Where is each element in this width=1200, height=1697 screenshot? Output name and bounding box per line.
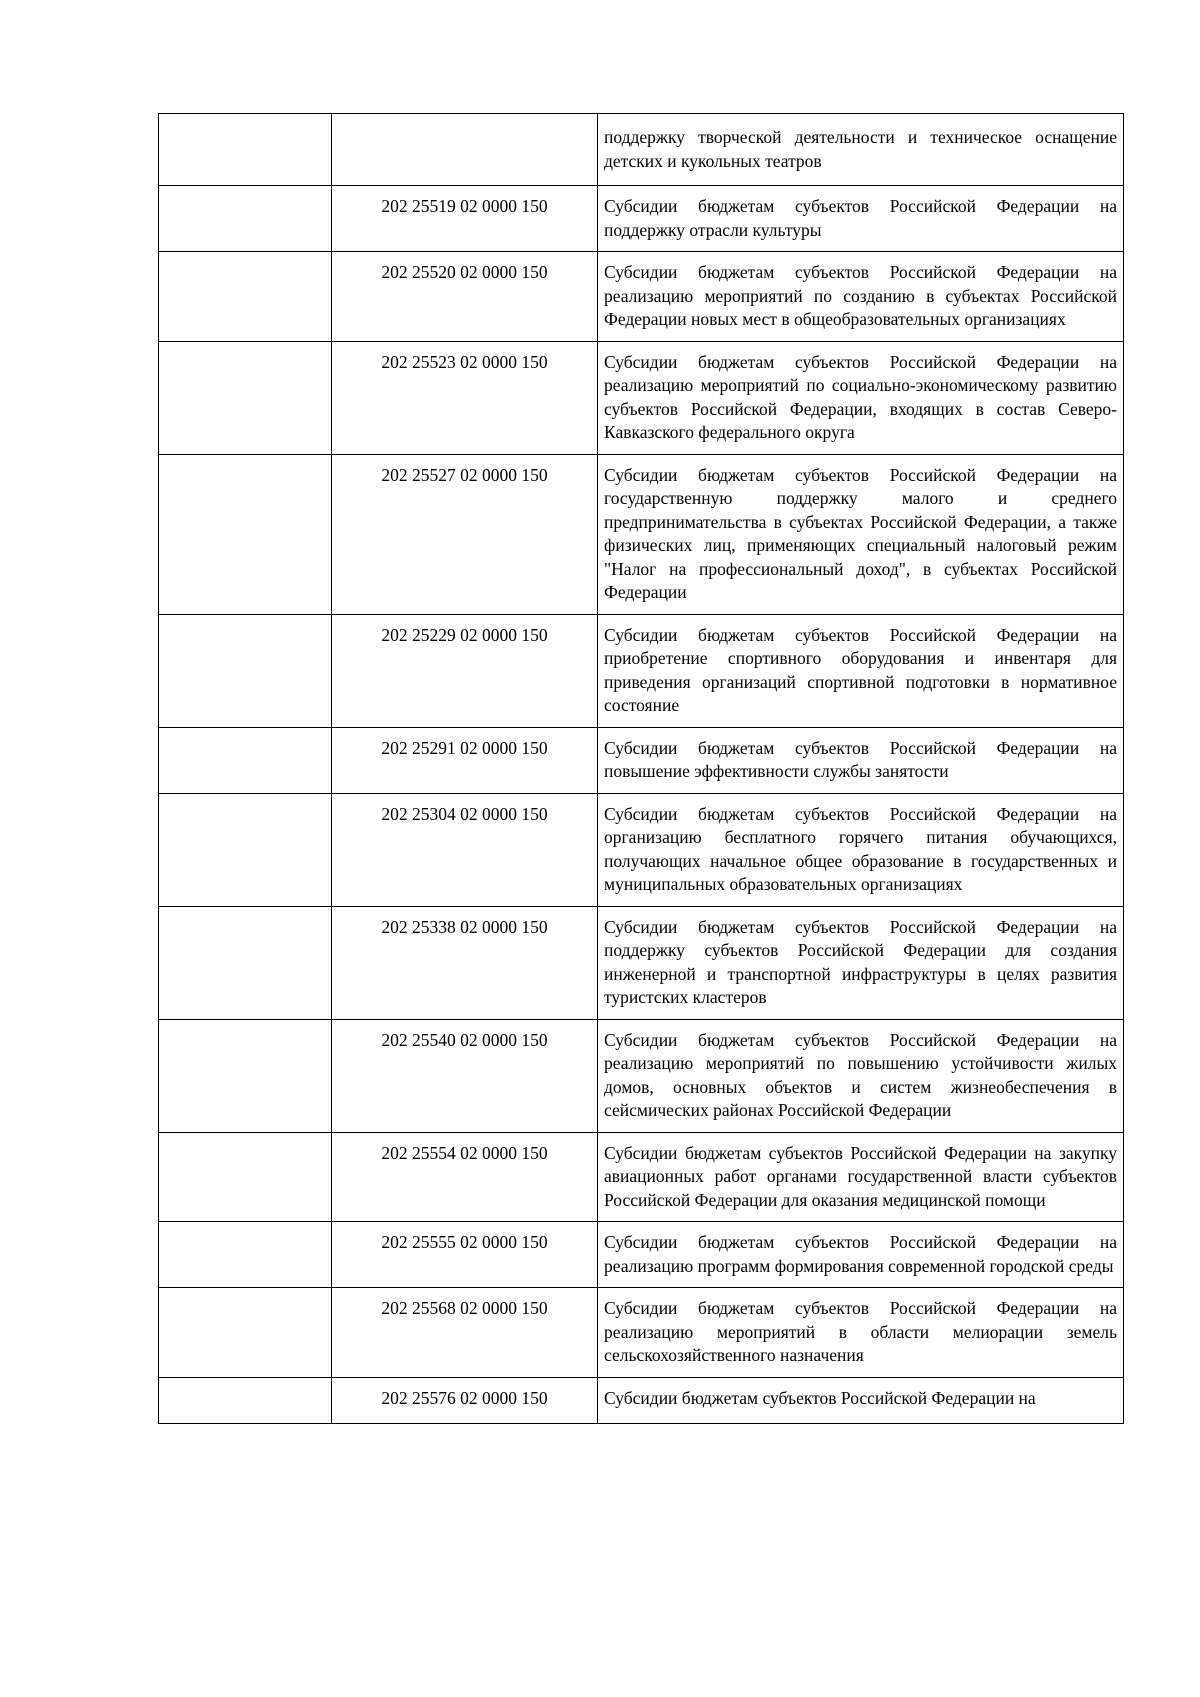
table-row	[159, 454, 1124, 614]
budget-code-cell: 202 25576 02 0000 150	[332, 1377, 598, 1424]
admin-code-cell	[159, 1222, 332, 1288]
description-cell: Субсидии бюджетам субъектов Российской Федерации на реализацию мероприятий по созданию в субъектах Российской Федерации новых мест в общеобразовательных организациях	[598, 252, 1124, 342]
table-row	[159, 906, 1124, 1019]
table-row	[159, 252, 1124, 342]
table-row	[159, 1132, 1124, 1222]
admin-code-cell	[159, 614, 332, 727]
budget-code-cell: 202 25229 02 0000 150	[332, 614, 598, 727]
admin-code-cell	[159, 186, 332, 252]
description-cell: Субсидии бюджетам субъектов Российской Федерации на поддержку субъектов Российской Федерации для создания инженерной и транспортной инфраструктуры в целях развития туристских кластеров	[598, 906, 1124, 1019]
description-cell: Субсидии бюджетам субъектов Российской Федерации на приобретение спортивного оборудования и инвентаря для приведения организаций спортивной подготовки в нормативное состояние	[598, 614, 1124, 727]
admin-code-cell	[159, 727, 332, 793]
description-cell: Субсидии бюджетам субъектов Российской Федерации на	[598, 1377, 1124, 1424]
budget-code-cell: 202 25554 02 0000 150	[332, 1132, 598, 1222]
description-cell: Субсидии бюджетам субъектов Российской Федерации на поддержку отрасли культуры	[598, 186, 1124, 252]
budget-code-cell	[332, 114, 598, 186]
table-row	[159, 186, 1124, 252]
description-cell: Субсидии бюджетам субъектов Российской Федерации на реализацию программ формирования современной городской среды	[598, 1222, 1124, 1288]
table-row	[159, 614, 1124, 727]
admin-code-cell	[159, 114, 332, 186]
admin-code-cell	[159, 1288, 332, 1378]
budget-code-cell: 202 25291 02 0000 150	[332, 727, 598, 793]
budget-code-cell: 202 25568 02 0000 150	[332, 1288, 598, 1378]
description-cell: Субсидии бюджетам субъектов Российской Федерации на закупку авиационных работ органами государственной власти субъектов Российской Федерации для оказания медицинской помощи	[598, 1132, 1124, 1222]
table-row	[159, 1377, 1124, 1424]
budget-code-cell: 202 25527 02 0000 150	[332, 454, 598, 614]
table-row	[159, 1288, 1124, 1378]
table-row	[159, 727, 1124, 793]
admin-code-cell	[159, 793, 332, 906]
description-cell: Субсидии бюджетам субъектов Российской Федерации на организацию бесплатного горячего питания обучающихся, получающих начальное общее образование в государственных и муниципальных образовательных организациях	[598, 793, 1124, 906]
admin-code-cell	[159, 252, 332, 342]
admin-code-cell	[159, 1132, 332, 1222]
budget-code-cell: 202 25519 02 0000 150	[332, 186, 598, 252]
description-cell: Субсидии бюджетам субъектов Российской Федерации на реализацию мероприятий в области мелиорации земель сельскохозяйственного назначения	[598, 1288, 1124, 1378]
budget-code-cell: 202 25523 02 0000 150	[332, 341, 598, 454]
table-row	[159, 1222, 1124, 1288]
admin-code-cell	[159, 1019, 332, 1132]
budget-code-cell: 202 25338 02 0000 150	[332, 906, 598, 1019]
description-cell: Субсидии бюджетам субъектов Российской Федерации на реализацию мероприятий по социально-экономическому развитию субъектов Российской Федерации, входящих в состав Северо-Кавказского федерального округа	[598, 341, 1124, 454]
table-row	[159, 1019, 1124, 1132]
budget-code-cell: 202 25304 02 0000 150	[332, 793, 598, 906]
table-row	[159, 793, 1124, 906]
description-cell: поддержку творческой деятельности и техническое оснащение детских и кукольных театров	[598, 114, 1124, 186]
budget-code-cell: 202 25540 02 0000 150	[332, 1019, 598, 1132]
budget-classification-table	[158, 113, 1124, 1424]
budget-code-cell: 202 25555 02 0000 150	[332, 1222, 598, 1288]
description-cell: Субсидии бюджетам субъектов Российской Федерации на государственную поддержку малого и среднего предпринимательства в субъектах Российской Федерации, а также физических лиц, применяющих специальный налоговый режим "Налог на профессиональный доход", в субъектах Российской Федерации	[598, 454, 1124, 614]
admin-code-cell	[159, 341, 332, 454]
table-row	[159, 341, 1124, 454]
description-cell: Субсидии бюджетам субъектов Российской Федерации на повышение эффективности службы занятости	[598, 727, 1124, 793]
admin-code-cell	[159, 1377, 332, 1424]
admin-code-cell	[159, 454, 332, 614]
description-cell: Субсидии бюджетам субъектов Российской Федерации на реализацию мероприятий по повышению устойчивости жилых домов, основных объектов и систем жизнеобеспечения в сейсмических районах Российской Федерации	[598, 1019, 1124, 1132]
table-row	[159, 114, 1124, 186]
budget-code-cell: 202 25520 02 0000 150	[332, 252, 598, 342]
admin-code-cell	[159, 906, 332, 1019]
